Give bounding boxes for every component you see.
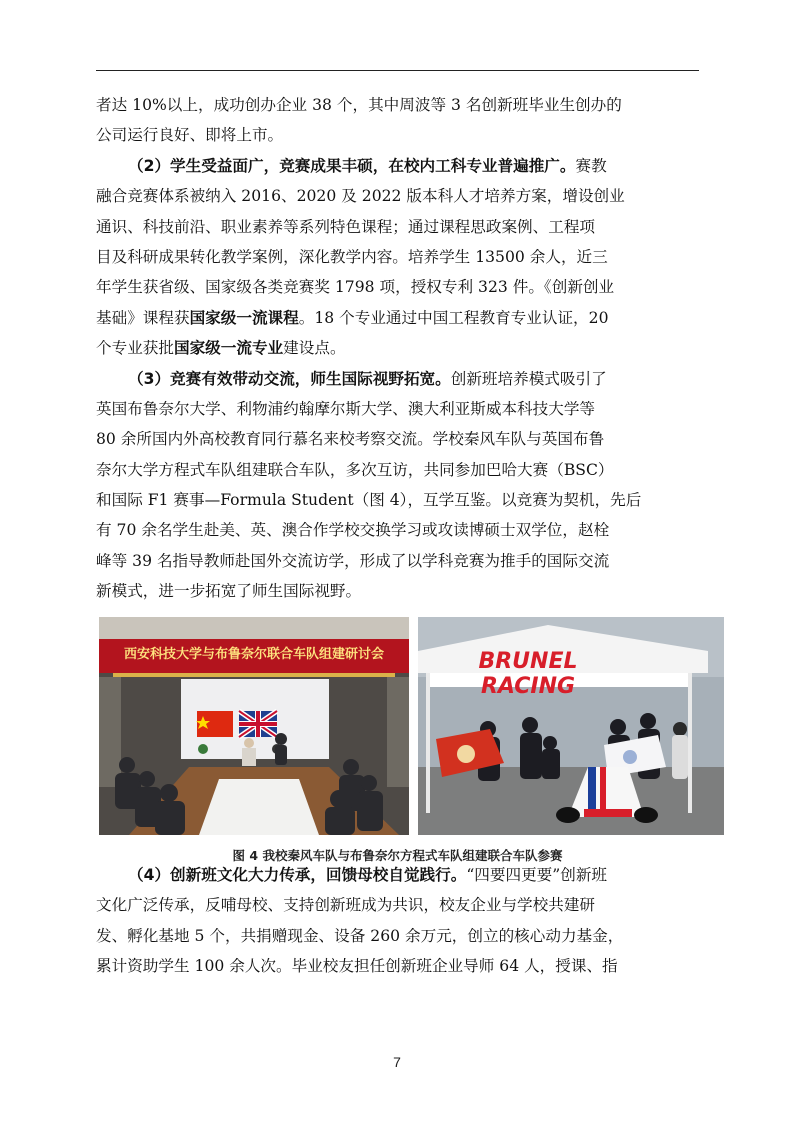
paragraph-2-first-line (96, 151, 699, 181)
header-rule (96, 70, 699, 71)
meeting-photo (99, 617, 409, 835)
meeting-banner-text: 西安科技大学与布鲁奈尔联合车队组建研讨会 (123, 647, 384, 662)
paragraph-3-line: 英国布鲁奈尔大学、利物浦约翰摩尔斯大学、澳大利亚斯威本科技大学等 (96, 399, 596, 418)
text-span: 。18 个专业通过中国工程教育专业认证，20 (298, 308, 609, 327)
paragraph-3-line: 80 余所国内外高校教育同行慕名来校考察交流。学校秦风车队与英国布鲁 (96, 430, 605, 449)
paragraph-3-line: 和国际 F1 赛事—Formula Student（图 4），互学互鉴。以竞赛为契机，先后 (96, 491, 642, 510)
paragraph-2-line: 融合竞赛体系被纳入 2016、2020 及 2022 版本科人才培养方案，增设创业 (96, 187, 625, 206)
paragraph-3-first-line (96, 364, 699, 394)
paragraph-4-line: 文化广泛传承，反哺母校、支持创新班成为共识，校友企业与学校共建研 (96, 896, 596, 915)
paragraph-2-line-6 (96, 303, 699, 333)
paragraph-3-line: 新模式，进一步拓宽了师生国际视野。 (96, 582, 362, 601)
paragraph-3-line: 奈尔大学方程式车队组建联合车队，多次互访，共同参加巴哈大赛（BSC） (96, 460, 614, 479)
paragraph-4-first-line (96, 860, 699, 890)
body-text-top (96, 90, 699, 607)
text-span: 建设点。 (283, 339, 346, 358)
text-span: 个专业获批 (96, 339, 174, 358)
national-major-highlight: 国家级一流专业 (173, 339, 284, 358)
body-text-bottom (96, 860, 699, 982)
paragraph-3-line: 有 70 余名学生赴美、英、澳合作学校交换学习或攻读博硕士双学位，赵栓 (96, 521, 610, 540)
national-course-highlight: 国家级一流课程 (189, 308, 299, 327)
paragraph-2-first-line-rest: 赛教 (575, 156, 607, 175)
racing-team-photo (418, 617, 724, 835)
paragraph-3-first-line-rest: 创新班培养模式吸引了 (450, 369, 607, 388)
paragraph-2-line: 通识、科技前沿、职业素养等系列特色课程；通过课程思政案例、工程项 (96, 217, 596, 236)
paragraph-2-line-7 (96, 333, 699, 363)
paragraph-4-line: 累计资助学生 100 余人次。毕业校友担任创新班企业导师 64 人，授课、指 (96, 957, 618, 976)
page-number: 7 (393, 1054, 401, 1070)
paragraph-1-line: 者达 10%以上，成功创办企业 38 个，其中周波等 3 名创新班毕业生创办的 (96, 96, 622, 114)
brunel-racing-logo: BRUNEL RACING (478, 649, 578, 699)
paragraph-1-line: 公司运行良好、即将上市。 (96, 126, 284, 145)
paragraph-4-line: 发、孵化基地 5 个，共捐赠现金、设备 260 余万元，创立的核心动力基金， (96, 926, 624, 945)
paragraph-4-first-line-rest: “四要四更要”创新班 (466, 866, 608, 884)
paragraph-2-line: 年学生获省级、国家级各类竞赛奖 1798 项，授权专利 323 件。《创新创业 (96, 278, 615, 297)
paragraph-2-line: 目及科研成果转化教学案例，深化教学内容。培养学生 13500 余人，近三 (96, 247, 608, 266)
text-span: 基础》课程获 (96, 308, 190, 327)
figure-caption: 图 4 我校秦风车队与布鲁奈尔方程式车队组建联合车队参赛 (232, 848, 563, 863)
paragraph-3-line: 峰等 39 名指导教师赴国外交流访学，形成了以学科竞赛为推手的国际交流 (96, 551, 610, 570)
paragraph-3-heading: （3）竞赛有效带动交流，师生国际视野拓宽。 (128, 369, 451, 388)
paragraph-2-heading: （2）学生受益面广，竞赛成果丰硕，在校内工科专业普遍推广。 (128, 156, 576, 175)
paragraph-4-heading: （4）创新班文化大力传承，回馈母校自觉践行。 (128, 866, 467, 884)
